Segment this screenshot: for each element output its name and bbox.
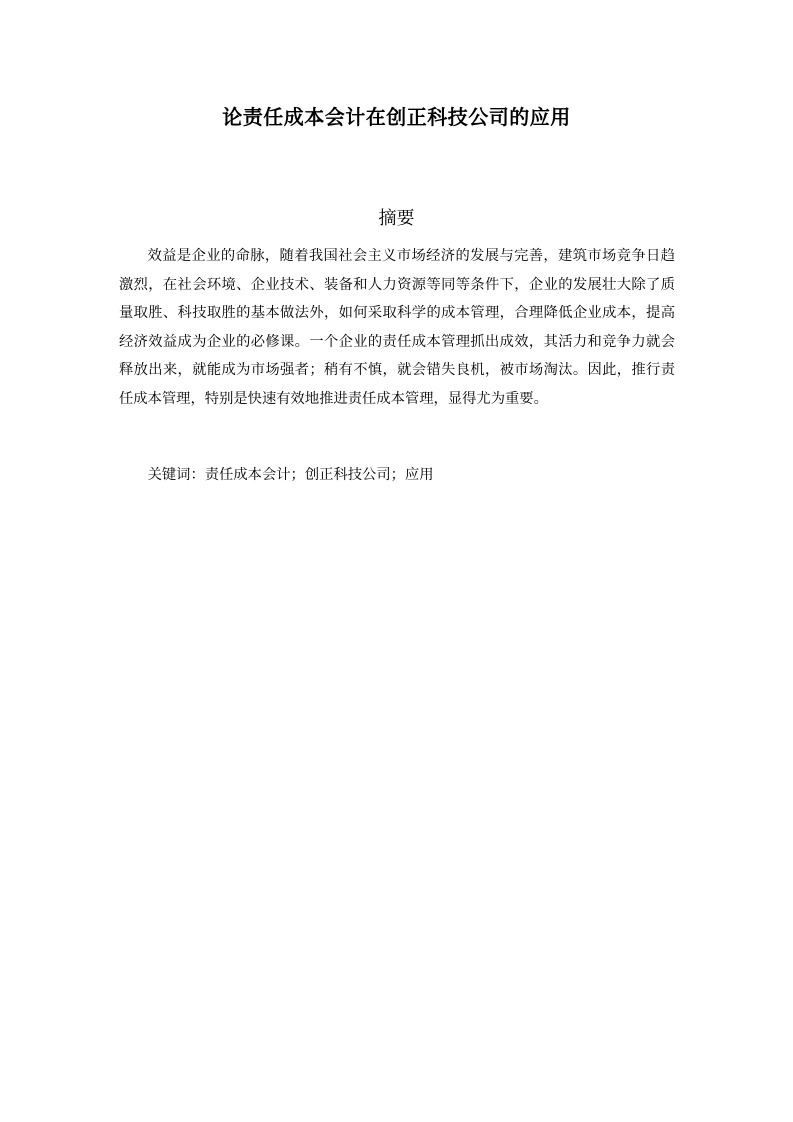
abstract-paragraph: 效益是企业的命脉，随着我国社会主义市场经济的发展与完善，建筑市场竞争日趋激烈，在社会环境、企业技术、装备和人力资源等同等条件下，企业的发展壮大除了质量取胜、科技取胜的基本做法外，如何采取科学的成本管理，合理降低企业成本，提高经济效益成为企业的必修课。一个企业的责任成本管理抓出成效，其活力和竞争力就会释放出来，就能成为市场强者；稍有不慎，就会错失良机，被市场淘汰。因此，推行责任成本管理，特别是快速有效地推进责任成本管理，显得尤为重要。 — [119, 248, 675, 407]
keywords-line: 关键词：责任成本会计；创正科技公司；应用 — [147, 467, 434, 483]
abstract-heading: 摘要 — [378, 208, 415, 229]
paper-title: 论责任成本会计在创正科技公司的应用 — [222, 105, 571, 129]
